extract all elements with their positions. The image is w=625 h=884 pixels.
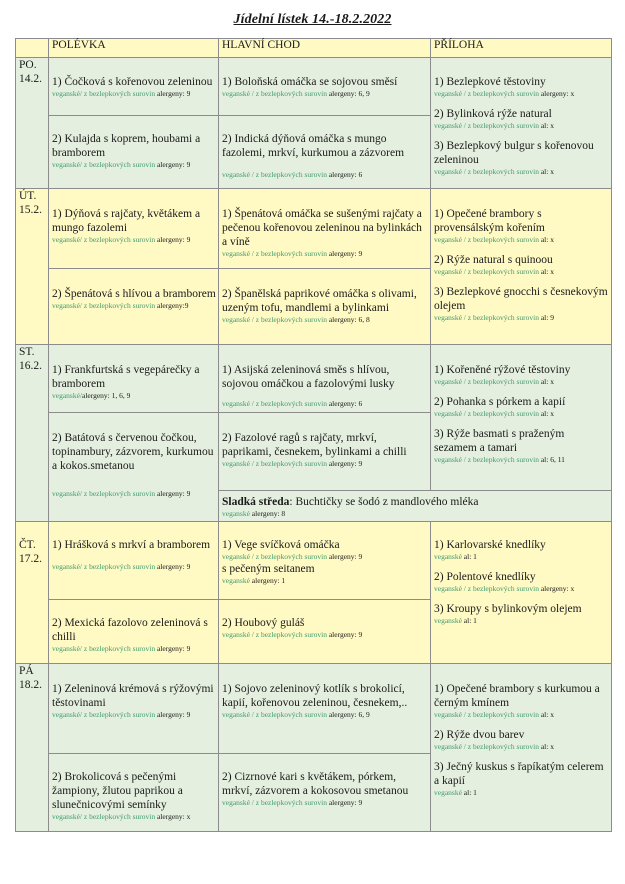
main-cell <box>219 522 431 600</box>
soup-cell <box>49 58 219 116</box>
vegan-label: veganské / z bezlepkových surovin <box>434 377 539 386</box>
main-cell <box>219 58 431 116</box>
main-name: 2) Cizrnové kari s květákem, pórkem, mrkví, zázvorem a kokosovou smetanou <box>222 771 409 797</box>
allergens: alergeny: 9 <box>328 630 363 639</box>
soup-cell <box>49 116 219 189</box>
vegan-label: veganské/ z bezlepkových surovin <box>52 160 156 169</box>
allergens: alergeny: 1 <box>251 576 286 585</box>
header-soup: POLÉVKA <box>49 39 219 58</box>
day-abbr: ČT. <box>19 539 36 551</box>
day-cell <box>16 522 49 664</box>
vegan-label: veganské / z bezlepkových surovin <box>222 798 327 807</box>
vegan-label: veganské/ z bezlepkových surovin <box>52 562 156 571</box>
allergens: al: x <box>540 121 554 130</box>
vegan-label: veganské <box>222 509 250 518</box>
allergens: al: x <box>540 267 554 276</box>
vegan-label: veganské <box>222 576 250 585</box>
side-name: 3) Ječný kuskus s řapíkatým celerem a kapií <box>434 761 604 787</box>
soup-name: 1) Frankfurtská s vegepárečky a bramborem <box>52 364 200 390</box>
soup-name: 2) Mexická fazolovo zeleninová s chilli <box>52 617 208 643</box>
side-name: 2) Polentové knedlíky <box>434 571 536 583</box>
allergens: alergeny: 9 <box>156 562 191 571</box>
day-row <box>16 189 612 269</box>
main-cell <box>219 269 431 345</box>
day-date: 18.2. <box>19 679 42 691</box>
allergens: alergeny: 9 <box>156 489 191 498</box>
allergens: alergeny: 6, 8 <box>328 315 370 324</box>
side-name: 1) Opečené brambory s provensálským kořením <box>434 208 545 234</box>
side-cell <box>431 664 612 832</box>
vegan-label: veganské / z bezlepkových surovin <box>222 552 327 561</box>
allergens: alergeny: 6, 9 <box>328 89 370 98</box>
vegan-label: veganské/ z bezlepkových surovin <box>52 235 156 244</box>
allergens: alergeny: 9 <box>156 235 191 244</box>
allergens: al: 6, 11 <box>540 455 565 464</box>
header-side: PŘÍLOHA <box>431 39 612 58</box>
sweet-label: Sladká středa <box>222 496 290 508</box>
sweet-text: : Buchtičky se šodó z mandlového mléka <box>289 496 479 508</box>
vegan-label: veganské / z bezlepkových surovin <box>434 742 539 751</box>
day-abbr: ÚT. <box>19 190 37 202</box>
side-name: 2) Pohanka s pórkem a kapií <box>434 396 566 408</box>
vegan-label: veganské/ z bezlepkových surovin <box>52 644 156 653</box>
side-cell <box>431 189 612 345</box>
allergens: alergeny: 6 <box>328 170 363 179</box>
day-abbr: PO. <box>19 59 37 71</box>
day-date: 14.2. <box>19 73 42 85</box>
main-name: 2) Španělská paprikové omáčka s olivami, uzeným tofu, mandlemi a bylinkami <box>222 288 417 314</box>
vegan-label: veganské / z bezlepkových surovin <box>434 409 539 418</box>
side-name: 1) Bezlepkové těstoviny <box>434 76 546 88</box>
allergens: al: 9 <box>540 313 554 322</box>
vegan-label: veganské / z bezlepkových surovin <box>222 170 327 179</box>
soup-cell <box>49 522 219 600</box>
soup-name: 2) Kulajda s koprem, houbami a bramborem <box>52 133 201 159</box>
vegan-label: veganské / z bezlepkových surovin <box>222 630 327 639</box>
allergens: al: x <box>540 710 554 719</box>
menu-table <box>15 38 612 832</box>
day-cell <box>16 58 49 189</box>
main-name: 1) Boloňská omáčka se sojovou směsí <box>222 76 398 88</box>
vegan-label: veganské/ z bezlepkových surovin <box>52 489 156 498</box>
main-cell <box>219 664 431 754</box>
day-row <box>16 522 612 600</box>
day-date: 15.2. <box>19 204 42 216</box>
page-title: Jídelní lístek 14.-18.2.2022 <box>233 12 392 27</box>
day-row <box>16 664 612 754</box>
vegan-label: veganské/ z bezlepkových surovin <box>52 710 156 719</box>
allergens: alergeny: 9 <box>156 710 191 719</box>
vegan-label: veganské <box>434 552 462 561</box>
vegan-label: veganské / z bezlepkových surovin <box>222 315 327 324</box>
vegan-label: veganské / z bezlepkových surovin <box>222 89 327 98</box>
main-cell <box>219 600 431 664</box>
side-name: 1) Karlovarské knedlíky <box>434 539 546 551</box>
main-cell <box>219 189 431 269</box>
side-name: 1) Opečené brambory s kurkumou a černým kmínem <box>434 683 600 709</box>
allergens: al: 1 <box>463 788 477 797</box>
vegan-label: veganské/ z bezlepkových surovin <box>52 301 156 310</box>
soup-name: 1) Hrášková s mrkví a bramborem <box>52 539 211 551</box>
allergens: alergeny: x <box>156 812 191 821</box>
soup-name: 1) Dýňová s rajčaty, květákem a mungo fazolemi <box>52 208 201 234</box>
side-name: 3) Bezlepkový bulgur s kořenovou zeleninou <box>434 140 594 166</box>
main-name: 1) Sojovo zeleninový kotlík s brokolicí, kapií, kořenovou zeleninou, česnekem,.. <box>222 683 408 709</box>
allergens: alergeny: x <box>540 89 575 98</box>
soup-cell <box>49 413 219 522</box>
main-cell <box>219 345 431 413</box>
allergens: alergeny: 8 <box>251 509 286 518</box>
main-name: 1) Asijská zeleninová směs s hlívou, sojovou omáčkou a fazolovými lusky <box>222 364 395 390</box>
vegan-label: veganské / z bezlepkových surovin <box>434 121 539 130</box>
allergens: alergeny: 9 <box>328 459 363 468</box>
allergens: al: x <box>540 742 554 751</box>
allergens: alergeny: 9 <box>328 798 363 807</box>
side-name: 2) Rýže natural s quinoou <box>434 254 553 266</box>
main-name: 1) Vege svíčková omáčka <box>222 539 340 551</box>
side-name: 2) Rýže dvou barev <box>434 729 525 741</box>
soup-cell <box>49 345 219 413</box>
side-name: 2) Bylinková rýže natural <box>434 108 552 120</box>
main-extra: s pečeným seitanem <box>222 563 315 575</box>
vegan-label: veganské / z bezlepkových surovin <box>434 89 539 98</box>
vegan-label: veganské / z bezlepkových surovin <box>434 584 539 593</box>
vegan-label: veganské/ <box>52 391 82 400</box>
vegan-label: veganské / z bezlepkových surovin <box>434 267 539 276</box>
soup-name: 1) Zeleninová krémová s rýžovými těstovinami <box>52 683 214 709</box>
allergens: alergeny:9 <box>156 301 189 310</box>
side-name: 3) Bezlepkové gnocchi s česnekovým olejem <box>434 286 608 312</box>
soup-name: 2) Brokolicová s pečenými žampiony, žlutou paprikou a slunečnicovými semínky <box>52 771 183 811</box>
main-cell <box>219 754 431 832</box>
soup-cell <box>49 600 219 664</box>
side-cell <box>431 522 612 664</box>
day-cell <box>16 345 49 522</box>
day-date: 17.2. <box>19 553 42 565</box>
main-name: 1) Špenátová omáčka se sušenými rajčaty a pečenou kořenovou zeleninou na bylinkách a víně <box>222 208 422 248</box>
soup-name: 2) Špenátová s hlívou a bramborem <box>52 288 216 300</box>
vegan-label: veganské/ z bezlepkových surovin <box>52 812 156 821</box>
header-day <box>16 39 49 58</box>
day-row <box>16 58 612 116</box>
vegan-label: veganské / z bezlepkových surovin <box>222 710 327 719</box>
vegan-label: veganské / z bezlepkových surovin <box>434 455 539 464</box>
vegan-label: veganské / z bezlepkových surovin <box>434 167 539 176</box>
allergens: alergeny: 9 <box>156 160 191 169</box>
main-name: 2) Indická dýňová omáčka s mungo fazolemi, mrkví, kurkumou a zázvorem <box>222 133 405 159</box>
allergens: alergeny: 9 <box>328 249 363 258</box>
day-cell <box>16 664 49 832</box>
side-name: 3) Kroupy s bylinkovým olejem <box>434 603 582 615</box>
main-name: 2) Fazolové ragů s rajčaty, mrkví, paprikami, česnekem, bylinkami a chilli <box>222 432 407 458</box>
allergens: al: 1 <box>463 552 477 561</box>
vegan-label: veganské / z bezlepkových surovin <box>222 399 327 408</box>
vegan-label: veganské <box>434 788 462 797</box>
side-name: 1) Kořeněné rýžové těstoviny <box>434 364 571 376</box>
vegan-label: veganské/ z bezlepkových surovin <box>52 89 156 98</box>
soup-name: 2) Batátová s červenou čočkou, topinambury, zázvorem, kurkumou a kokos.smetanou <box>52 432 214 472</box>
vegan-label: veganské / z bezlepkových surovin <box>434 710 539 719</box>
allergens: al: 1 <box>463 616 477 625</box>
soup-cell <box>49 189 219 269</box>
allergens: al: x <box>540 167 554 176</box>
allergens: alergeny: 6 <box>328 399 363 408</box>
soup-cell <box>49 754 219 832</box>
allergens: alergeny: x <box>540 584 575 593</box>
soup-cell <box>49 269 219 345</box>
vegan-label: veganské / z bezlepkových surovin <box>434 235 539 244</box>
allergens: al: x <box>540 235 554 244</box>
side-cell <box>431 345 612 491</box>
allergens: al: x <box>540 409 554 418</box>
vegan-label: veganské / z bezlepkových surovin <box>222 249 327 258</box>
day-row <box>16 345 612 413</box>
allergens: alergeny: 9 <box>328 552 363 561</box>
allergens: alergeny: 6, 9 <box>328 710 370 719</box>
allergens: alergeny: 1, 6, 9 <box>82 391 131 400</box>
day-abbr: ST. <box>19 346 35 358</box>
day-cell <box>16 189 49 345</box>
header-main: HLAVNÍ CHOD <box>219 39 431 58</box>
side-name: 3) Rýže basmati s praženým sezamem a tamari <box>434 428 565 454</box>
soup-name: 1) Čočková s kořenovou zeleninou <box>52 76 213 88</box>
allergens: al: x <box>540 377 554 386</box>
day-date: 16.2. <box>19 360 42 372</box>
vegan-label: veganské / z bezlepkových surovin <box>222 459 327 468</box>
sweet-cell <box>219 491 612 522</box>
main-cell <box>219 116 431 189</box>
header-row <box>16 39 612 58</box>
vegan-label: veganské <box>434 616 462 625</box>
side-cell <box>431 58 612 189</box>
vegan-label: veganské / z bezlepkových surovin <box>434 313 539 322</box>
main-name: 2) Houbový guláš <box>222 617 305 629</box>
day-abbr: PÁ <box>19 665 34 677</box>
allergens: alergeny: 9 <box>156 89 191 98</box>
allergens: alergeny: 9 <box>156 644 191 653</box>
main-cell <box>219 413 431 491</box>
soup-cell <box>49 664 219 754</box>
